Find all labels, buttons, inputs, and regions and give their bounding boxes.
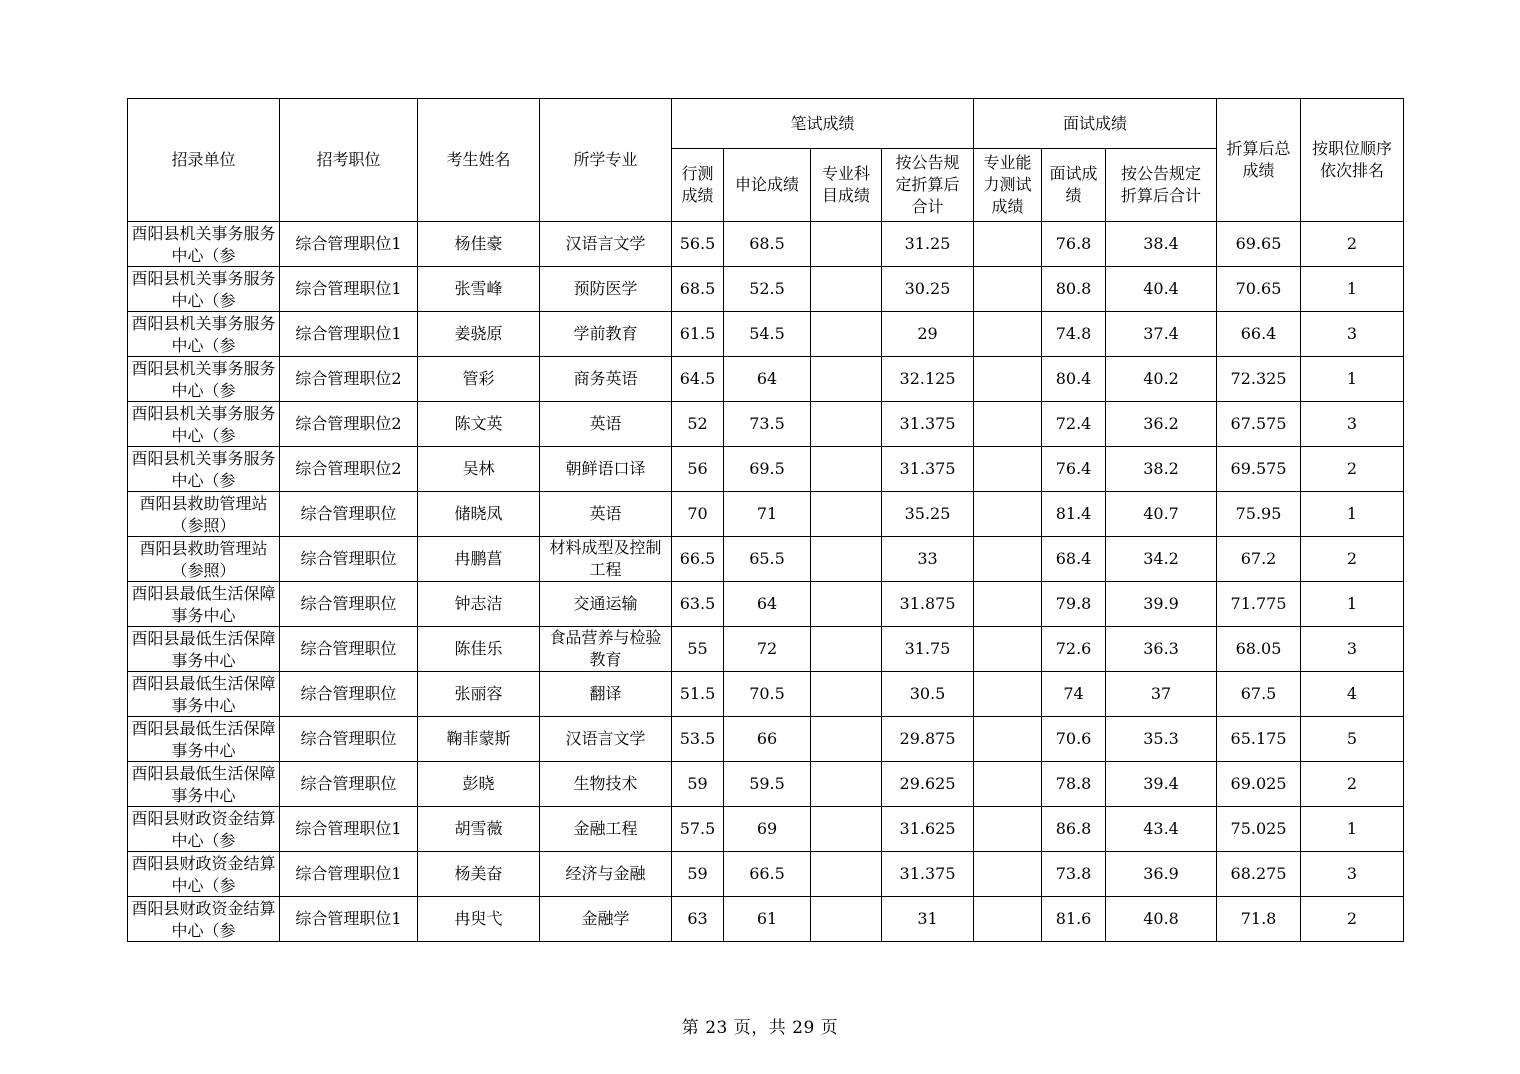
cell-name: 张丽容 — [418, 672, 540, 717]
cell-position: 综合管理职位 — [280, 717, 418, 762]
cell-unit — [128, 897, 280, 942]
cell-shenlun: 61 — [724, 897, 811, 942]
cell-position: 综合管理职位1 — [280, 222, 418, 267]
cell-rank: 1 — [1301, 492, 1404, 537]
cell-xingce: 56 — [672, 447, 724, 492]
cell-unit — [128, 762, 280, 807]
table-row — [128, 717, 1404, 762]
cell-written-total: 29 — [882, 312, 974, 357]
unit-text: 酉阳县救助管理站（参照） — [139, 494, 268, 535]
cell-interview-total: 37 — [1106, 672, 1217, 717]
cell-xingce: 64.5 — [672, 357, 724, 402]
cell-rank: 2 — [1301, 897, 1404, 942]
cell-name: 冉鹏菖 — [418, 537, 540, 582]
cell-written-total: 29.875 — [882, 717, 974, 762]
unit-text: 酉阳县机关事务服务中心（参 — [131, 449, 276, 490]
cell-unit — [128, 312, 280, 357]
table-row — [128, 357, 1404, 402]
unit-text: 酉阳县最低生活保障事务中心 — [131, 674, 276, 715]
cell-written-total: 31 — [882, 897, 974, 942]
cell-written-total: 31.875 — [882, 582, 974, 627]
unit-text: 酉阳县最低生活保障事务中心 — [131, 719, 276, 760]
cell-interview-total: 37.4 — [1106, 312, 1217, 357]
cell-final-total: 75.95 — [1217, 492, 1301, 537]
cell-major: 交通运输 — [540, 582, 672, 627]
cell-interview-total: 34.2 — [1106, 537, 1217, 582]
cell-name: 陈佳乐 — [418, 627, 540, 672]
cell-shenlun: 65.5 — [724, 537, 811, 582]
cell-final-total: 67.2 — [1217, 537, 1301, 582]
header-rank: 按职位顺序依次排名 — [1301, 99, 1404, 222]
cell-interview: 80.8 — [1042, 267, 1106, 312]
cell-major: 英语 — [540, 402, 672, 447]
cell-shenlun: 64 — [724, 357, 811, 402]
header-row-1 — [128, 99, 1404, 149]
cell-position: 综合管理职位 — [280, 672, 418, 717]
cell-shenlun: 54.5 — [724, 312, 811, 357]
cell-xingce: 68.5 — [672, 267, 724, 312]
cell-xingce: 59 — [672, 852, 724, 897]
cell-position: 综合管理职位2 — [280, 402, 418, 447]
cell-ability — [974, 267, 1042, 312]
header-zhuanye-kemu: 专业科目成绩 — [811, 149, 882, 222]
cell-ability — [974, 357, 1042, 402]
header-unit: 招录单位 — [128, 99, 280, 222]
cell-position: 综合管理职位2 — [280, 447, 418, 492]
cell-zhuanye — [811, 627, 882, 672]
cell-final-total: 71.8 — [1217, 897, 1301, 942]
cell-xingce: 61.5 — [672, 312, 724, 357]
cell-interview: 80.4 — [1042, 357, 1106, 402]
cell-major: 翻译 — [540, 672, 672, 717]
cell-xingce: 66.5 — [672, 537, 724, 582]
cell-zhuanye — [811, 402, 882, 447]
table-row — [128, 627, 1404, 672]
cell-interview-total: 40.7 — [1106, 492, 1217, 537]
score-table — [127, 98, 1404, 942]
cell-interview: 86.8 — [1042, 807, 1106, 852]
cell-name: 张雪峰 — [418, 267, 540, 312]
cell-ability — [974, 717, 1042, 762]
cell-zhuanye — [811, 897, 882, 942]
cell-major: 英语 — [540, 492, 672, 537]
cell-shenlun: 52.5 — [724, 267, 811, 312]
cell-written-total: 33 — [882, 537, 974, 582]
cell-written-total: 31.625 — [882, 807, 974, 852]
header-major: 所学专业 — [540, 99, 672, 222]
cell-name: 管彩 — [418, 357, 540, 402]
header-name: 考生姓名 — [418, 99, 540, 222]
cell-final-total: 69.025 — [1217, 762, 1301, 807]
cell-major: 学前教育 — [540, 312, 672, 357]
cell-interview-total: 39.4 — [1106, 762, 1217, 807]
cell-final-total: 68.275 — [1217, 852, 1301, 897]
cell-written-total: 31.375 — [882, 447, 974, 492]
table-row — [128, 672, 1404, 717]
cell-position: 综合管理职位1 — [280, 897, 418, 942]
cell-xingce: 52 — [672, 402, 724, 447]
cell-major: 商务英语 — [540, 357, 672, 402]
unit-text: 酉阳县机关事务服务中心（参 — [131, 269, 276, 310]
cell-interview: 72.4 — [1042, 402, 1106, 447]
cell-rank: 2 — [1301, 537, 1404, 582]
unit-text: 酉阳县机关事务服务中心（参 — [131, 404, 276, 445]
cell-written-total: 31.25 — [882, 222, 974, 267]
cell-position: 综合管理职位 — [280, 762, 418, 807]
cell-interview-total: 40.2 — [1106, 357, 1217, 402]
cell-written-total: 30.5 — [882, 672, 974, 717]
cell-interview: 76.4 — [1042, 447, 1106, 492]
cell-shenlun: 73.5 — [724, 402, 811, 447]
cell-rank: 4 — [1301, 672, 1404, 717]
cell-shenlun: 69 — [724, 807, 811, 852]
cell-unit — [128, 582, 280, 627]
cell-ability — [974, 762, 1042, 807]
cell-final-total: 68.05 — [1217, 627, 1301, 672]
cell-unit — [128, 447, 280, 492]
table-body — [128, 222, 1404, 942]
page-number: 第 23 页，共 29 页 — [681, 1018, 839, 1038]
cell-xingce: 51.5 — [672, 672, 724, 717]
cell-zhuanye — [811, 267, 882, 312]
cell-interview: 79.8 — [1042, 582, 1106, 627]
table-row — [128, 312, 1404, 357]
cell-written-total: 31.75 — [882, 627, 974, 672]
table-row — [128, 447, 1404, 492]
cell-final-total: 69.575 — [1217, 447, 1301, 492]
cell-ability — [974, 312, 1042, 357]
cell-xingce: 63 — [672, 897, 724, 942]
cell-name: 钟志洁 — [418, 582, 540, 627]
cell-rank: 1 — [1301, 267, 1404, 312]
header-xingce: 行测成绩 — [672, 149, 724, 222]
header-interview-total: 按公告规定折算后合计 — [1106, 149, 1217, 222]
cell-interview: 81.4 — [1042, 492, 1106, 537]
cell-ability — [974, 447, 1042, 492]
cell-written-total: 35.25 — [882, 492, 974, 537]
cell-position: 综合管理职位1 — [280, 267, 418, 312]
cell-interview: 68.4 — [1042, 537, 1106, 582]
cell-major: 生物技术 — [540, 762, 672, 807]
cell-name: 陈文英 — [418, 402, 540, 447]
cell-unit — [128, 717, 280, 762]
cell-ability — [974, 537, 1042, 582]
cell-rank: 1 — [1301, 807, 1404, 852]
cell-xingce: 59 — [672, 762, 724, 807]
cell-interview-total: 36.9 — [1106, 852, 1217, 897]
cell-name: 杨佳豪 — [418, 222, 540, 267]
table-row — [128, 402, 1404, 447]
cell-interview-total: 38.4 — [1106, 222, 1217, 267]
cell-interview: 74.8 — [1042, 312, 1106, 357]
cell-position: 综合管理职位 — [280, 537, 418, 582]
cell-position: 综合管理职位 — [280, 627, 418, 672]
cell-zhuanye — [811, 672, 882, 717]
cell-xingce: 63.5 — [672, 582, 724, 627]
unit-text: 酉阳县最低生活保障事务中心 — [131, 764, 276, 805]
cell-rank: 2 — [1301, 762, 1404, 807]
cell-interview: 74 — [1042, 672, 1106, 717]
cell-interview: 76.8 — [1042, 222, 1106, 267]
unit-text: 酉阳县机关事务服务中心（参 — [131, 314, 276, 355]
table-row — [128, 852, 1404, 897]
cell-rank: 5 — [1301, 717, 1404, 762]
table-row — [128, 897, 1404, 942]
header-written-total: 按公告规定折算后合计 — [882, 149, 974, 222]
cell-zhuanye — [811, 222, 882, 267]
unit-text: 酉阳县财政资金结算中心（参 — [131, 809, 276, 850]
cell-ability — [974, 627, 1042, 672]
cell-shenlun: 59.5 — [724, 762, 811, 807]
cell-interview: 72.6 — [1042, 627, 1106, 672]
cell-name: 彭晓 — [418, 762, 540, 807]
cell-name: 储晓凤 — [418, 492, 540, 537]
cell-major: 金融学 — [540, 897, 672, 942]
table-row — [128, 537, 1404, 582]
cell-position: 综合管理职位1 — [280, 807, 418, 852]
cell-major: 金融工程 — [540, 807, 672, 852]
cell-unit — [128, 357, 280, 402]
cell-major: 食品营养与检验教育 — [540, 627, 672, 672]
unit-text: 酉阳县救助管理站（参照） — [139, 539, 268, 580]
cell-zhuanye — [811, 717, 882, 762]
cell-written-total: 30.25 — [882, 267, 974, 312]
cell-shenlun: 69.5 — [724, 447, 811, 492]
cell-shenlun: 72 — [724, 627, 811, 672]
header-interview-group: 面试成绩 — [974, 99, 1217, 149]
cell-final-total: 65.175 — [1217, 717, 1301, 762]
table-row — [128, 582, 1404, 627]
cell-shenlun: 66.5 — [724, 852, 811, 897]
cell-major: 预防医学 — [540, 267, 672, 312]
cell-zhuanye — [811, 582, 882, 627]
cell-ability — [974, 852, 1042, 897]
cell-interview: 73.8 — [1042, 852, 1106, 897]
cell-final-total: 67.5 — [1217, 672, 1301, 717]
cell-zhuanye — [811, 492, 882, 537]
unit-text: 酉阳县机关事务服务中心（参 — [131, 224, 276, 265]
cell-unit — [128, 402, 280, 447]
cell-unit — [128, 807, 280, 852]
cell-name: 杨美奋 — [418, 852, 540, 897]
cell-position: 综合管理职位 — [280, 582, 418, 627]
cell-final-total: 69.65 — [1217, 222, 1301, 267]
cell-name: 冉臾弋 — [418, 897, 540, 942]
cell-interview-total: 43.4 — [1106, 807, 1217, 852]
cell-unit — [128, 222, 280, 267]
header-final-total: 折算后总成绩 — [1217, 99, 1301, 222]
cell-interview: 70.6 — [1042, 717, 1106, 762]
unit-text: 酉阳县机关事务服务中心（参 — [131, 359, 276, 400]
cell-written-total: 31.375 — [882, 852, 974, 897]
unit-text: 酉阳县最低生活保障事务中心 — [131, 584, 276, 625]
table-row — [128, 807, 1404, 852]
cell-ability — [974, 402, 1042, 447]
unit-text: 酉阳县财政资金结算中心（参 — [131, 854, 276, 895]
cell-name: 吴林 — [418, 447, 540, 492]
cell-xingce: 57.5 — [672, 807, 724, 852]
header-written-group: 笔试成绩 — [672, 99, 974, 149]
cell-position: 综合管理职位1 — [280, 852, 418, 897]
cell-ability — [974, 897, 1042, 942]
cell-major: 经济与金融 — [540, 852, 672, 897]
cell-xingce: 53.5 — [672, 717, 724, 762]
cell-interview-total: 40.8 — [1106, 897, 1217, 942]
cell-unit — [128, 537, 280, 582]
cell-position: 综合管理职位1 — [280, 312, 418, 357]
cell-shenlun: 70.5 — [724, 672, 811, 717]
cell-xingce: 70 — [672, 492, 724, 537]
cell-final-total: 70.65 — [1217, 267, 1301, 312]
cell-interview: 81.6 — [1042, 897, 1106, 942]
cell-zhuanye — [811, 447, 882, 492]
cell-written-total: 32.125 — [882, 357, 974, 402]
cell-zhuanye — [811, 312, 882, 357]
cell-unit — [128, 852, 280, 897]
cell-major: 汉语言文学 — [540, 717, 672, 762]
cell-xingce: 55 — [672, 627, 724, 672]
cell-name: 胡雪薇 — [418, 807, 540, 852]
cell-unit — [128, 492, 280, 537]
cell-interview-total: 38.2 — [1106, 447, 1217, 492]
cell-rank: 3 — [1301, 852, 1404, 897]
cell-position: 综合管理职位 — [280, 492, 418, 537]
cell-major: 朝鲜语口译 — [540, 447, 672, 492]
cell-final-total: 66.4 — [1217, 312, 1301, 357]
table-row — [128, 762, 1404, 807]
header-shenlun: 申论成绩 — [724, 149, 811, 222]
cell-ability — [974, 672, 1042, 717]
cell-interview-total: 40.4 — [1106, 267, 1217, 312]
cell-interview-total: 39.9 — [1106, 582, 1217, 627]
cell-shenlun: 71 — [724, 492, 811, 537]
cell-final-total: 72.325 — [1217, 357, 1301, 402]
table-row — [128, 492, 1404, 537]
cell-major: 汉语言文学 — [540, 222, 672, 267]
cell-ability — [974, 582, 1042, 627]
cell-unit — [128, 267, 280, 312]
cell-written-total: 31.375 — [882, 402, 974, 447]
table-row — [128, 222, 1404, 267]
cell-rank: 2 — [1301, 222, 1404, 267]
table-header — [128, 99, 1404, 222]
header-position: 招考职位 — [280, 99, 418, 222]
header-interview: 面试成绩 — [1042, 149, 1106, 222]
cell-zhuanye — [811, 852, 882, 897]
cell-unit — [128, 672, 280, 717]
table-row — [128, 267, 1404, 312]
header-ability: 专业能力测试成绩 — [974, 149, 1042, 222]
cell-interview-total: 36.2 — [1106, 402, 1217, 447]
cell-rank: 2 — [1301, 447, 1404, 492]
cell-shenlun: 64 — [724, 582, 811, 627]
cell-zhuanye — [811, 807, 882, 852]
unit-text: 酉阳县财政资金结算中心（参 — [131, 899, 276, 940]
cell-zhuanye — [811, 762, 882, 807]
cell-final-total: 75.025 — [1217, 807, 1301, 852]
cell-rank: 3 — [1301, 312, 1404, 357]
cell-interview-total: 36.3 — [1106, 627, 1217, 672]
cell-unit — [128, 627, 280, 672]
cell-interview-total: 35.3 — [1106, 717, 1217, 762]
cell-position: 综合管理职位2 — [280, 357, 418, 402]
cell-name: 鞠菲蒙斯 — [418, 717, 540, 762]
cell-rank: 1 — [1301, 357, 1404, 402]
cell-ability — [974, 807, 1042, 852]
cell-rank: 1 — [1301, 582, 1404, 627]
cell-rank: 3 — [1301, 627, 1404, 672]
cell-interview: 78.8 — [1042, 762, 1106, 807]
cell-shenlun: 68.5 — [724, 222, 811, 267]
cell-ability — [974, 222, 1042, 267]
cell-xingce: 56.5 — [672, 222, 724, 267]
cell-major: 材料成型及控制工程 — [540, 537, 672, 582]
cell-final-total: 71.775 — [1217, 582, 1301, 627]
cell-ability — [974, 492, 1042, 537]
cell-name: 姜骁原 — [418, 312, 540, 357]
cell-zhuanye — [811, 357, 882, 402]
cell-final-total: 67.575 — [1217, 402, 1301, 447]
cell-zhuanye — [811, 537, 882, 582]
cell-shenlun: 66 — [724, 717, 811, 762]
cell-rank: 3 — [1301, 402, 1404, 447]
cell-written-total: 29.625 — [882, 762, 974, 807]
unit-text: 酉阳县最低生活保障事务中心 — [131, 629, 276, 670]
